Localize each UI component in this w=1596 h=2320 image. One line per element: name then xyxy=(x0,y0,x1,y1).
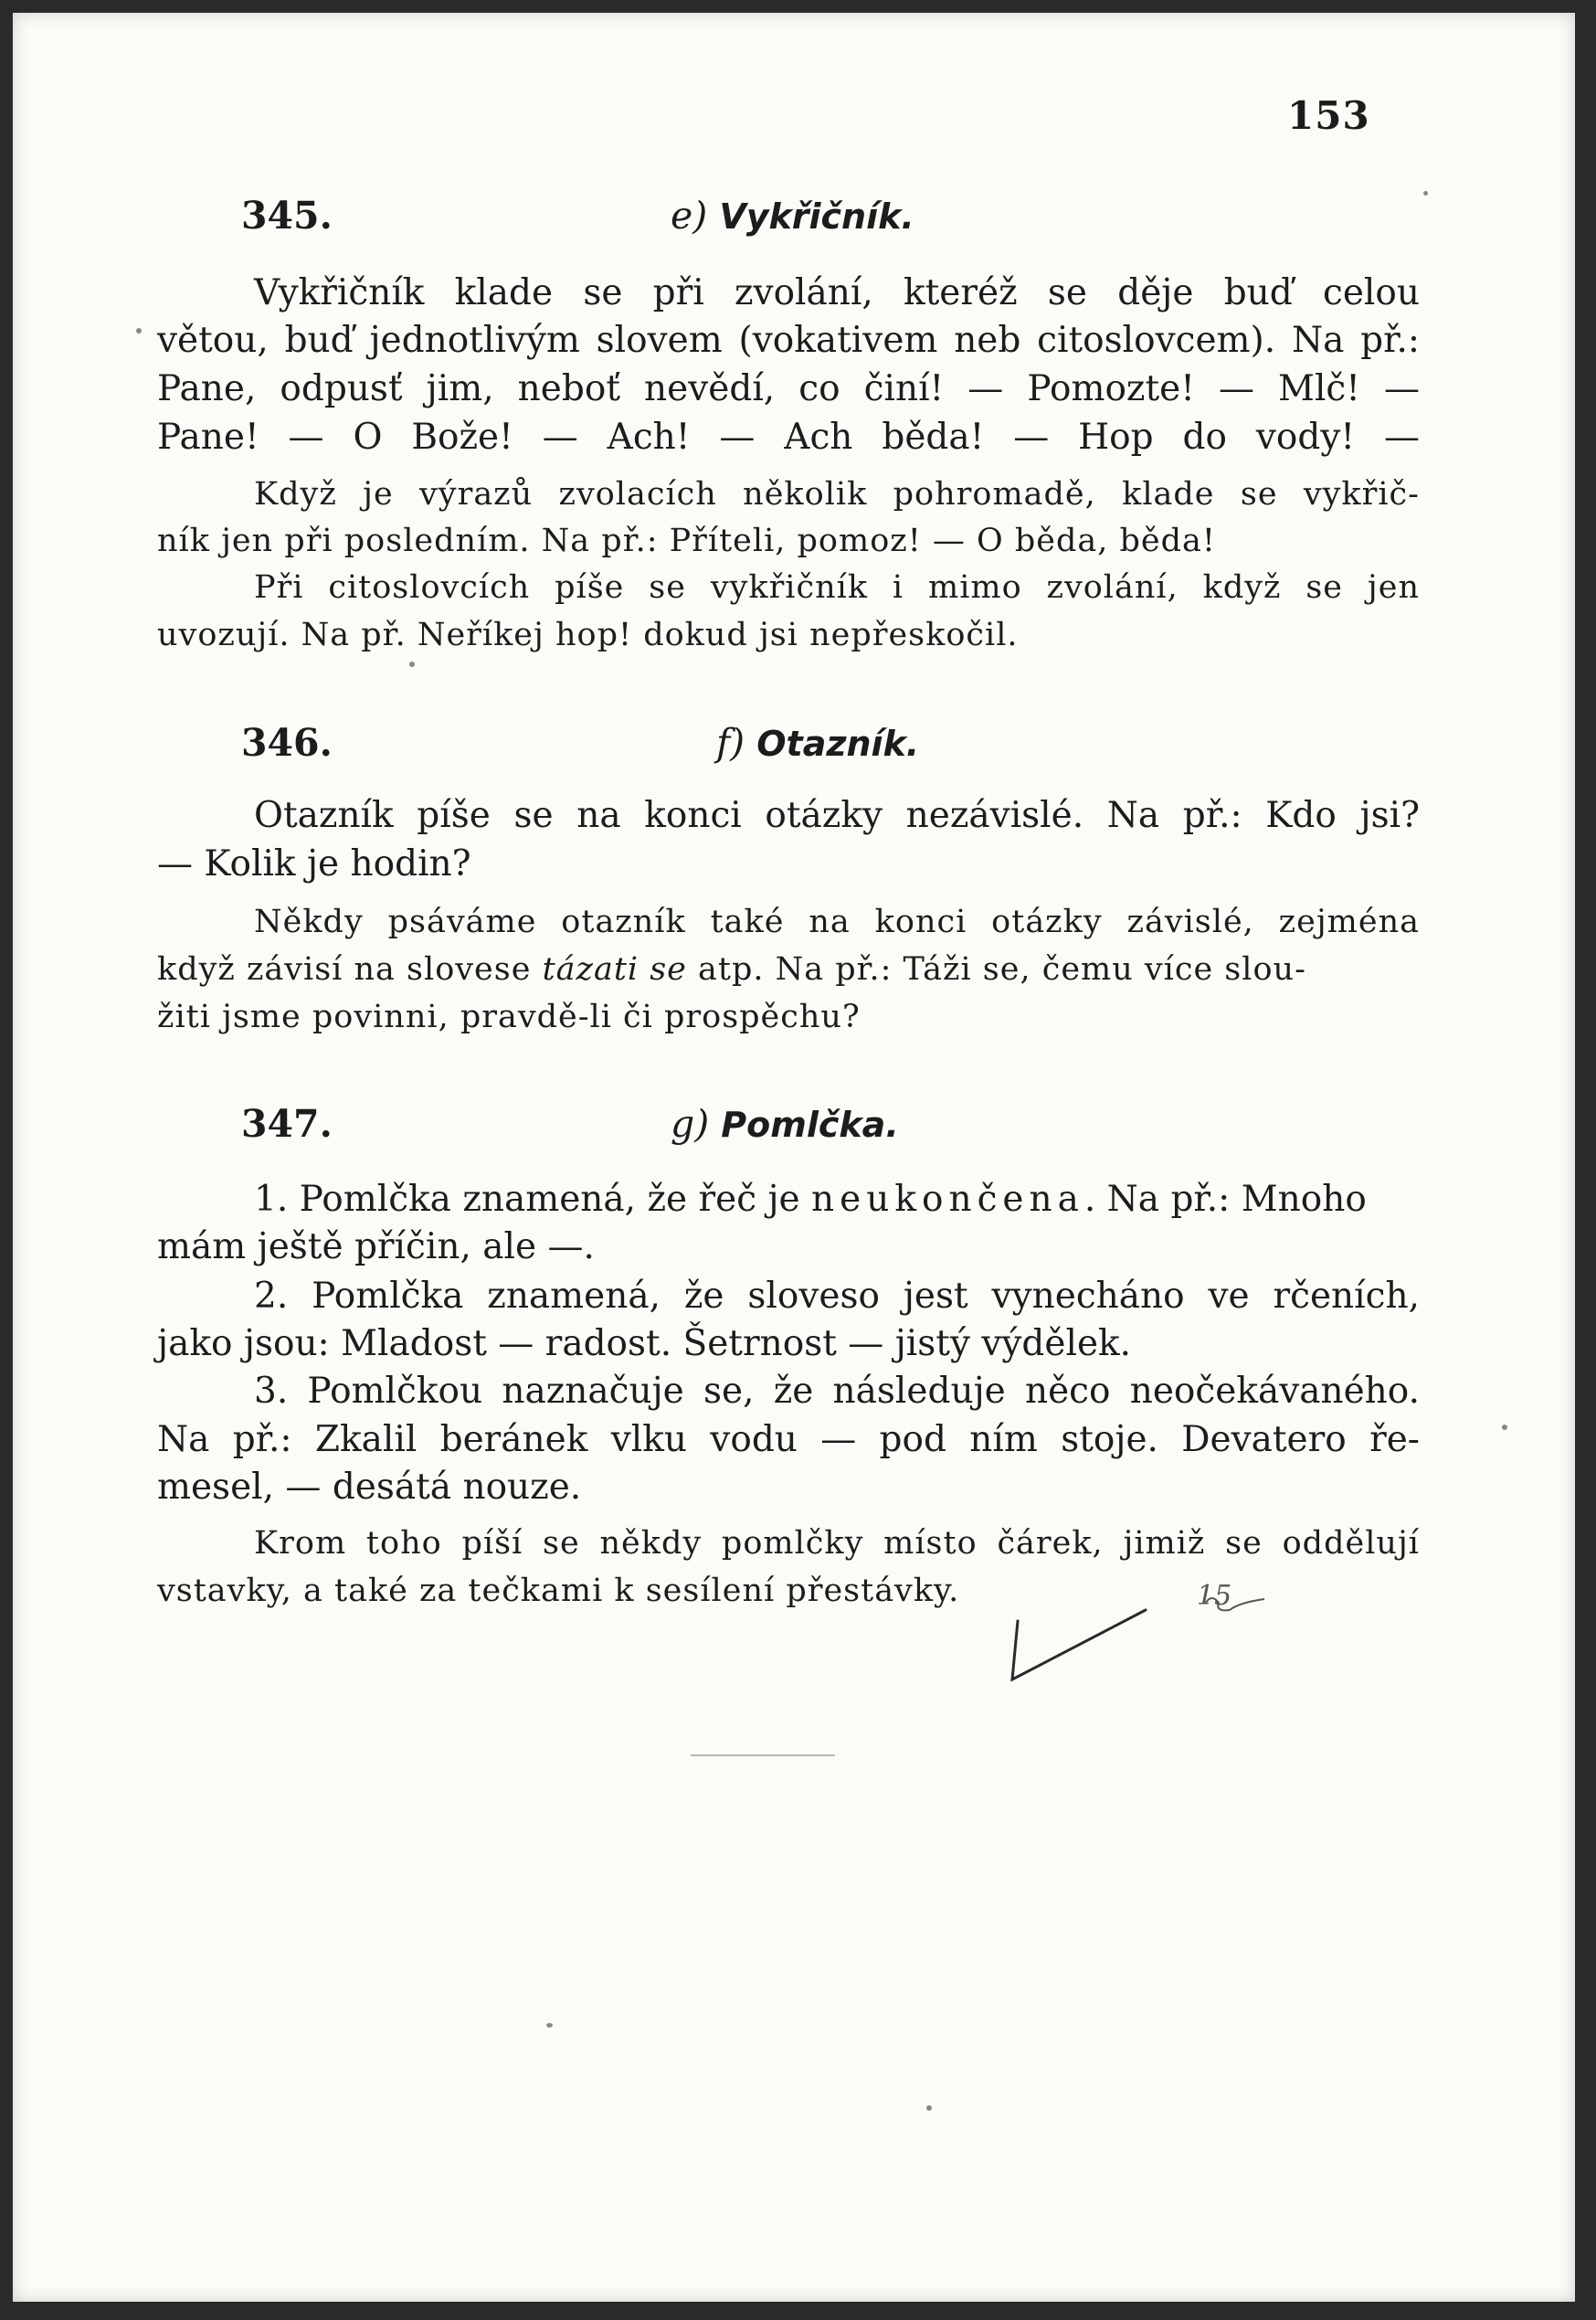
section-number: 346. xyxy=(241,721,333,765)
paragraph-line: 3. Pomlčkou naznačuje se, že následuje něco neočekávaného. xyxy=(254,1371,1420,1412)
paragraph-line: Krom toho píší se někdy pomlčky místo čárek, jimiž se oddělují xyxy=(254,1525,1420,1562)
handwritten-checkmark-icon xyxy=(999,1566,1310,1694)
scan-speck xyxy=(926,2105,932,2111)
section-number: 347. xyxy=(241,1102,333,1146)
scan-speck xyxy=(409,662,415,667)
section-letter: e) xyxy=(671,194,708,238)
scan-speck xyxy=(546,2023,553,2028)
paragraph-line: Někdy psáváme otazník také na konci otázky závislé, zejména xyxy=(254,904,1420,940)
spaced-term: neukončena xyxy=(811,1179,1084,1220)
text-run: atp. Na př.: Táži se, čemu více slou- xyxy=(698,951,1306,988)
section-letter: g) xyxy=(671,1102,710,1146)
divider xyxy=(691,1754,835,1756)
paragraph-line: ník jen při posledním. Na př.: Příteli, pomoz! — O běda, běda! xyxy=(157,523,1216,559)
paragraph-line: Pane, odpusť jim, neboť nevědí, co činí! — Pomozte! — Mlč! — xyxy=(157,368,1420,409)
page-number: 153 xyxy=(1287,93,1370,138)
paragraph-line: vstavky, a také za tečkami k sesílení přestávky. xyxy=(157,1573,960,1609)
paragraph-line: žiti jsme povinni, pravdě-li či prospěchu? xyxy=(157,999,861,1035)
paragraph-line: Vykřičník klade se při zvolání, kteréž se děje buď celou xyxy=(254,272,1420,313)
section-name: Vykřičník. xyxy=(719,196,914,237)
section-title xyxy=(671,194,914,238)
scan-speck xyxy=(136,328,142,334)
section-347-heading xyxy=(13,1102,1575,1157)
text-run: 1. Pomlčka znamená, že řeč je xyxy=(254,1179,800,1220)
section-346-heading xyxy=(13,721,1575,776)
paragraph-line xyxy=(254,1175,1420,1224)
section-345-heading xyxy=(13,194,1575,249)
paragraph-line: mám ještě příčin, ale —. xyxy=(157,1226,595,1267)
book-page xyxy=(13,13,1575,2302)
paragraph-line: Pane! — O Bože! — Ach! — Ach běda! — Hop do vody! — xyxy=(157,417,1420,458)
section-name: Pomlčka. xyxy=(721,1105,899,1145)
paragraph-line: větou, buď jednotlivým slovem (vokativem neb citoslovcem). Na př.: xyxy=(157,320,1420,361)
paragraph-line: 2. Pomlčka znamená, že sloveso jest vynecháno ve rčeních, xyxy=(254,1276,1420,1317)
paragraph-line xyxy=(157,945,1420,994)
handwritten-note: 15 xyxy=(1197,1580,1232,1612)
paragraph-line: Otazník píše se na konci otázky nezávislé. Na př.: Kdo jsi? xyxy=(254,795,1420,836)
text-run: . Na př.: Mnoho xyxy=(1083,1179,1367,1220)
section-title xyxy=(671,1102,899,1146)
paragraph-line: jako jsou: Mladost — radost. Šetrnost — jistý výdělek. xyxy=(157,1323,1132,1364)
paragraph-line: — Kolik je hodin? xyxy=(157,843,471,885)
text-run: když závisí na slovese xyxy=(157,951,532,988)
paragraph-line: Při citoslovcích píše se vykřičník i mimo zvolání, když se jen xyxy=(254,569,1420,606)
paragraph-line: mesel, — desátá nouze. xyxy=(157,1467,582,1508)
section-title xyxy=(716,721,919,765)
section-name: Otazník. xyxy=(756,724,920,764)
paragraph-line: Když je výrazů zvolacích několik pohromadě, klade se vykřič- xyxy=(254,476,1420,513)
paragraph-line: Na př.: Zkalil beránek vlku vodu — pod ním stoje. Devatero ře- xyxy=(157,1419,1420,1460)
section-letter: f) xyxy=(716,721,745,765)
italic-term: tázati se xyxy=(542,951,687,988)
scan-speck xyxy=(1423,191,1428,196)
scan-speck xyxy=(1502,1425,1507,1430)
paragraph-line: uvozují. Na př. Neříkej hop! dokud jsi nepřeskočil. xyxy=(157,617,1019,653)
section-number: 345. xyxy=(241,194,333,238)
